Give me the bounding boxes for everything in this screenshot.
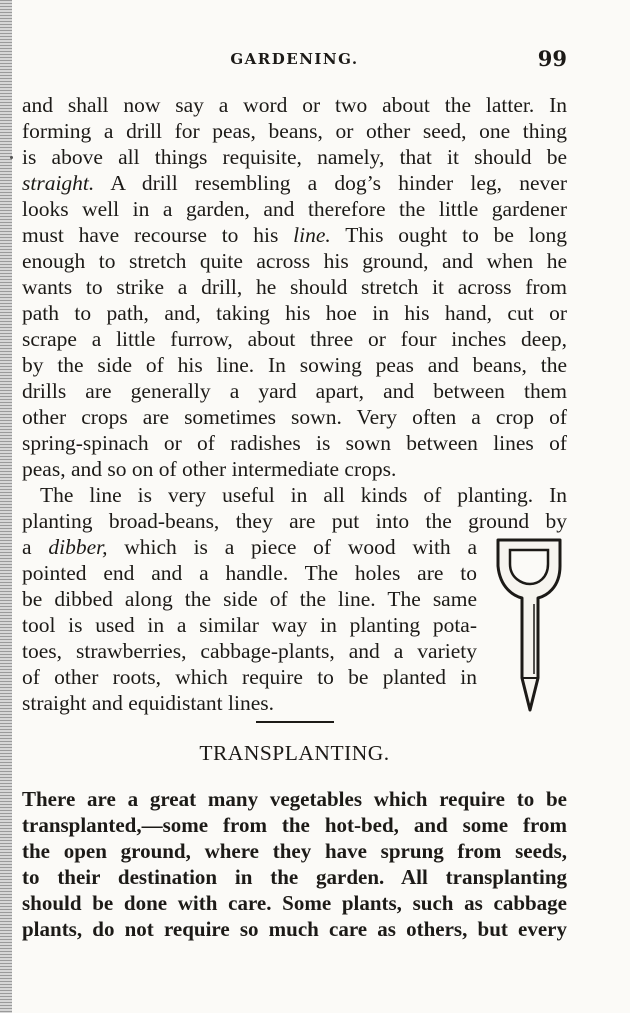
section-heading: TRANSPLANTING. [199, 741, 390, 765]
italic-word: straight. [22, 171, 95, 195]
text-line: must have recourse to his line. This ought to be long [22, 223, 567, 247]
text-line: path to path, and, taking his hoe in his hand, cut or [22, 301, 567, 325]
text-line: a dibber, which is a piece of wood with a [22, 535, 477, 559]
running-head-title: GARDENING. [230, 50, 359, 68]
text-line: by the side of his line. In sowing peas and beans, the [22, 353, 567, 377]
text-line: scrape a little furrow, about three or four inches deep, [22, 327, 567, 351]
text-line: of other roots, which require to be planted in [22, 665, 477, 689]
text-line: straight. A drill resembling a dog’s hinder leg, never [22, 171, 567, 195]
text-line: to their destination in the garden. All transplanting [22, 865, 567, 889]
text-line: the open ground, where they have sprung from seeds, [22, 839, 567, 863]
text-line: plants, do not require so much care as others, but every [22, 917, 567, 941]
text-line: There are a great many vegetables which require to be [22, 787, 567, 811]
italic-word: dibber, [48, 535, 108, 559]
text-line: spring-spinach or of radishes is sown between lines of [22, 431, 567, 455]
text-line: transplanted,—some from the hot-bed, and some from [22, 813, 567, 837]
section-divider [256, 721, 334, 723]
dibber-tool-illustration [490, 528, 570, 718]
margin-mark [10, 156, 13, 159]
text-line: enough to stretch quite across his ground, and when he [22, 249, 567, 273]
text-line: planting broad-beans, they are put into the ground by [22, 509, 567, 533]
page-number: 99 [537, 46, 567, 71]
text-line: forming a drill for peas, beans, or other seed, one thing [22, 119, 567, 143]
text-line: drills are generally a yard apart, and between them [22, 379, 567, 403]
text-line: wants to strike a drill, he should stretch it across from [22, 275, 567, 299]
italic-word: line. [293, 223, 331, 247]
running-head [22, 46, 567, 76]
text-line: and shall now say a word or two about the latter. In [22, 93, 567, 117]
binding-edge [0, 0, 12, 1013]
text-line: The line is very useful in all kinds of planting. In [40, 483, 567, 507]
text-line: other crops are sometimes sown. Very often a crop of [22, 405, 567, 429]
text-line: peas, and so on of other intermediate crops. [22, 457, 397, 481]
text-line: should be done with care. Some plants, such as cabbage [22, 891, 567, 915]
text-line: is above all things requisite, namely, that it should be [22, 145, 567, 169]
text-line: tool is used in a similar way in planting pota- [22, 613, 477, 637]
text-line: straight and equidistant lines. [22, 691, 274, 715]
text-line: looks well in a garden, and therefore the little gardener [22, 197, 567, 221]
text-line: pointed end and a handle. The holes are to [22, 561, 477, 585]
text-line: be dibbed along the side of the line. The same [22, 587, 477, 611]
text-line: toes, strawberries, cabbage-plants, and a variety [22, 639, 477, 663]
